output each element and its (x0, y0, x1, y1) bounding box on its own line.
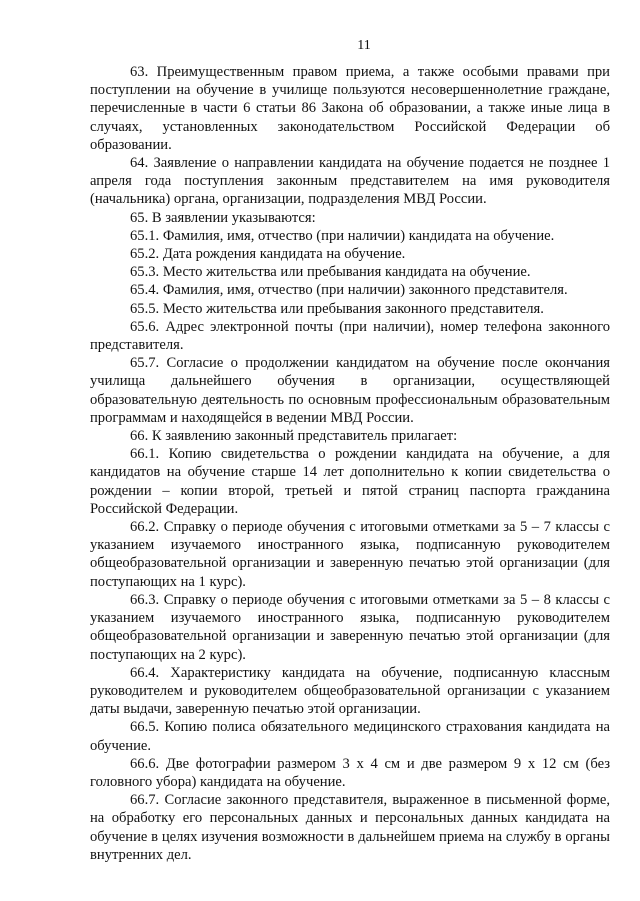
paragraph-66-7: 66.7. Согласие законного представителя, выраженное в письменной форме, на обработку его персональных данных и персональных данных кандидата на обучение в целях изучения возможности в дальнейшем приема на службу в органы внутренних дел. (90, 792, 610, 863)
paragraph-66-1: 66.1. Копию свидетельства о рождении кандидата на обучение, а для кандидатов на обучение старше 14 лет дополнительно к копии свидетельства о рождении – копии второй, третьей и пятой страниц паспорта гражданина Российской Федерации. (90, 446, 610, 517)
paragraph-64: 64. Заявление о направлении кандидата на обучение подается не позднее 1 апреля года поступления законным представителем на имя руководителя (начальника) органа, организации, подразделения МВД России. (90, 155, 610, 208)
paragraph-65-6: 65.6. Адрес электронной почты (при наличии), номер телефона законного представителя. (90, 318, 610, 354)
paragraph-66-3: 66.3. Справку о периоде обучения с итоговыми отметками за 5 – 8 классы с указанием изучаемого иностранного языка, подписанную руководителем общеобразовательной организации и заверенную печатью этой организации (для поступающих на 2 курс). (90, 591, 610, 663)
paragraph-63: 63. Преимущественным правом приема, а также особыми правами при поступлении на обучение в училище пользуются несовершеннолетние граждане, перечисленные в части 6 статьи 86 Закона об образовании, а также иные лица в случаях, установленных законодательством Российской Федерации об образовании. (90, 64, 610, 153)
paragraph-65-5: 65.5. Место жительства или пребывания законного представителя. (130, 300, 544, 317)
page-number: 11 (357, 38, 371, 53)
paragraph-65: 65. В заявлении указываются: (130, 209, 316, 226)
paragraph-66: 66. К заявлению законный представитель прилагает: (130, 428, 458, 445)
paragraph-66-6: 66.6. Две фотографии размером 3 х 4 см и две размером 9 х 12 см (без головного убора) кандидата на обучение. (90, 755, 610, 790)
paragraph-65-4: 65.4. Фамилия, имя, отчество (при наличии) законного представителя. (130, 282, 568, 299)
paragraph-65-2: 65.2. Дата рождения кандидата на обучение. (130, 246, 406, 263)
paragraph-65-7: 65.7. Согласие о продолжении кандидатом на обучение после окончания училища дальнейшего обучения в организации, осуществляющей образовательную деятельность по основным профессиональным образовательным программам и находящейся в ведении МВД России. (90, 355, 610, 426)
paragraph-65-1: 65.1. Фамилия, имя, отчество (при наличии) кандидата на обучение. (130, 227, 555, 244)
paragraph-66-2: 66.2. Справку о периоде обучения с итоговыми отметками за 5 – 7 классы с указанием изучаемого иностранного языка, подписанную руководителем общеобразовательной организации и заверенную печатью этой организации (для поступающих на 1 курс). (90, 519, 610, 590)
paragraph-66-4: 66.4. Характеристику кандидата на обучение, подписанную классным руководителем и руководителем общеобразовательной организации с указанием даты выдачи, заверенную печатью этой организации. (90, 664, 610, 718)
paragraph-66-5: 66.5. Копию полиса обязательного медицинского страхования кандидата на обучение. (90, 719, 610, 754)
paragraph-65-3: 65.3. Место жительства или пребывания кандидата на обучение. (130, 264, 531, 281)
